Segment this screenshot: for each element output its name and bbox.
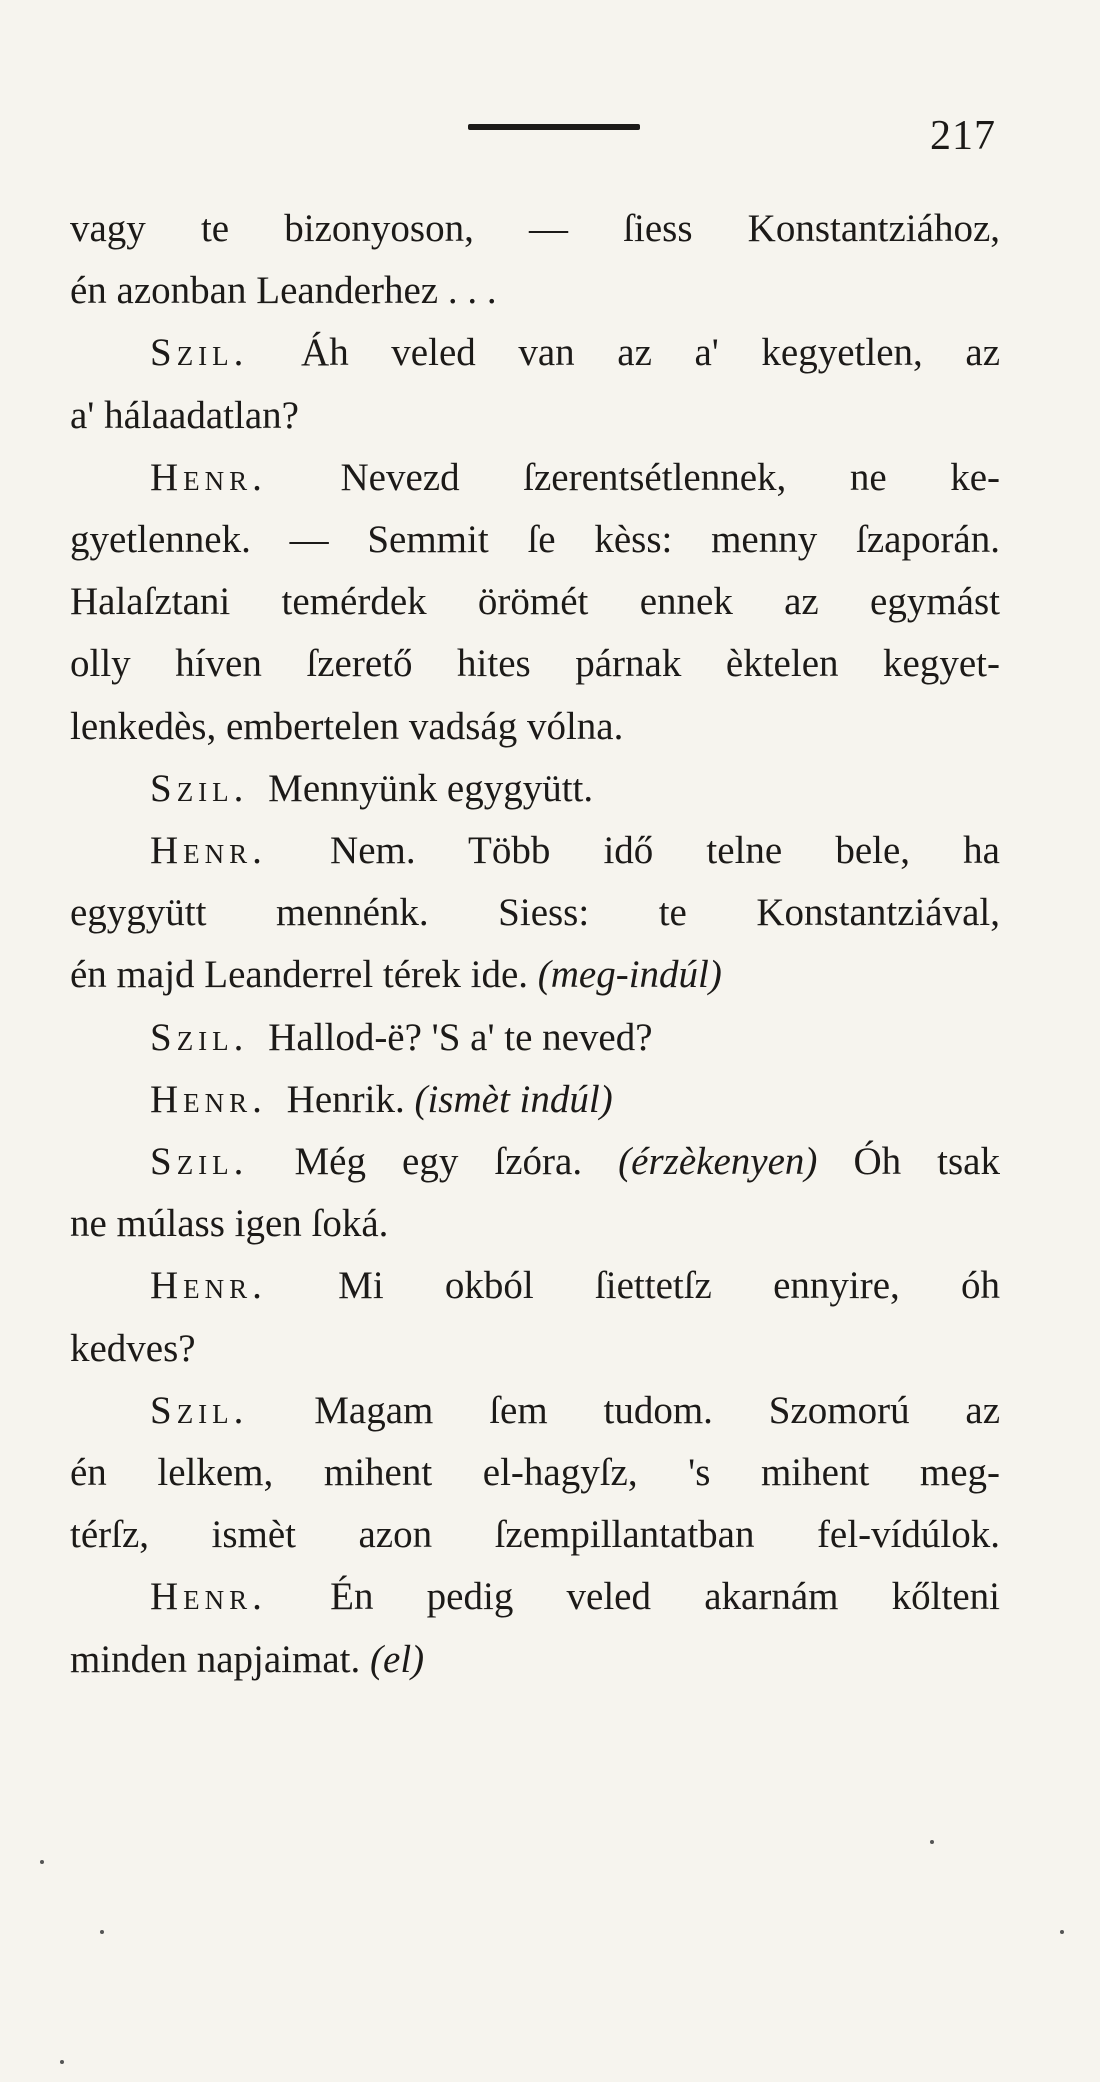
speaker-name: Szil.: [150, 1140, 249, 1184]
dialogue-line: Szil. Hallod-ë? 'S a' te neved?: [150, 1015, 653, 1059]
dialogue-line: Szil. Magam ſem tudom. Szomorú az: [150, 1388, 1001, 1432]
speaker-name: Henr.: [150, 829, 267, 873]
page-number: 217: [930, 113, 996, 159]
stage-direction: (el): [370, 1637, 425, 1681]
speaker-name: Henr.: [150, 1575, 267, 1619]
text-line: Halaſztani temérdek örömét ennek az egymást: [70, 580, 1000, 624]
text-line: vagy te bizonyoson, — ſiess Konstantziához,: [70, 207, 1000, 250]
dialogue-line: Szil. Még egy ſzóra. (érzèkenyen) Óh tsak: [150, 1140, 1000, 1184]
dialogue-line: Szil. Áh veled van az a' kegyetlen, az: [150, 331, 1001, 375]
stage-direction: (ismèt indúl): [414, 1077, 613, 1121]
text-line: gyetlennek. — Semmit ſe kèss: menny ſzaporán.: [70, 518, 1000, 562]
text-line: egygyütt mennénk. Siess: te Konstantziával,: [70, 891, 1000, 935]
paper-speck: [40, 1860, 44, 1864]
paper-speck: [100, 1930, 104, 1934]
speaker-name: Szil.: [150, 766, 249, 810]
text-line: lenkedès, embertelen vadság vólna.: [70, 704, 624, 748]
dialogue-line: Szil. Mennyünk egygyütt.: [150, 766, 594, 810]
dialogue-line: Henr. Mi okból ſiettetſz ennyire, óh: [150, 1264, 1000, 1308]
stage-direction: (érzèkenyen): [618, 1140, 818, 1184]
dialogue-line: Henr. Nem. Több idő telne bele, ha: [150, 829, 1000, 873]
text-line: kedves?: [70, 1326, 196, 1370]
speaker-name: Henr.: [150, 455, 267, 499]
text-line: én lelkem, mihent el-hagyſz, 's mihent meg-: [70, 1451, 1000, 1495]
dialogue-line: Henr. Nevezd ſzerentsétlennek, ne ke-: [150, 455, 1000, 499]
paper-speck: [60, 2060, 64, 2064]
paper-speck: [1060, 1930, 1064, 1934]
text-line: én azonban Leanderhez . . .: [70, 269, 497, 313]
stage-direction: (meg-indúl): [537, 953, 722, 997]
speaker-name: Szil.: [150, 331, 249, 375]
dialogue-line: Henr. Én pedig veled akarnám kőlteni: [150, 1575, 1000, 1619]
text-line: olly híven ſzerető hites párnak èktelen kegyet-: [70, 642, 1000, 686]
text-line: minden napjaimat. (el): [70, 1637, 425, 1681]
header-rule: [468, 124, 640, 130]
speaker-name: Szil.: [150, 1015, 249, 1059]
text-line: a' hálaadatlan?: [70, 393, 299, 437]
play-text: [70, 198, 1000, 1691]
text-line: én majd Leanderrel térek ide. (meg-indúl): [70, 953, 722, 997]
speaker-name: Henr.: [150, 1077, 267, 1121]
paper-speck: [930, 1840, 934, 1844]
dialogue-line: Henr. Henrik. (ismèt indúl): [150, 1077, 613, 1121]
text-line: ne múlass igen ſoká.: [70, 1202, 389, 1246]
speaker-name: Henr.: [150, 1264, 267, 1308]
speaker-name: Szil.: [150, 1388, 249, 1432]
text-line: térſz, ismèt azon ſzempillantatban fel-vídúlok.: [70, 1513, 1000, 1557]
